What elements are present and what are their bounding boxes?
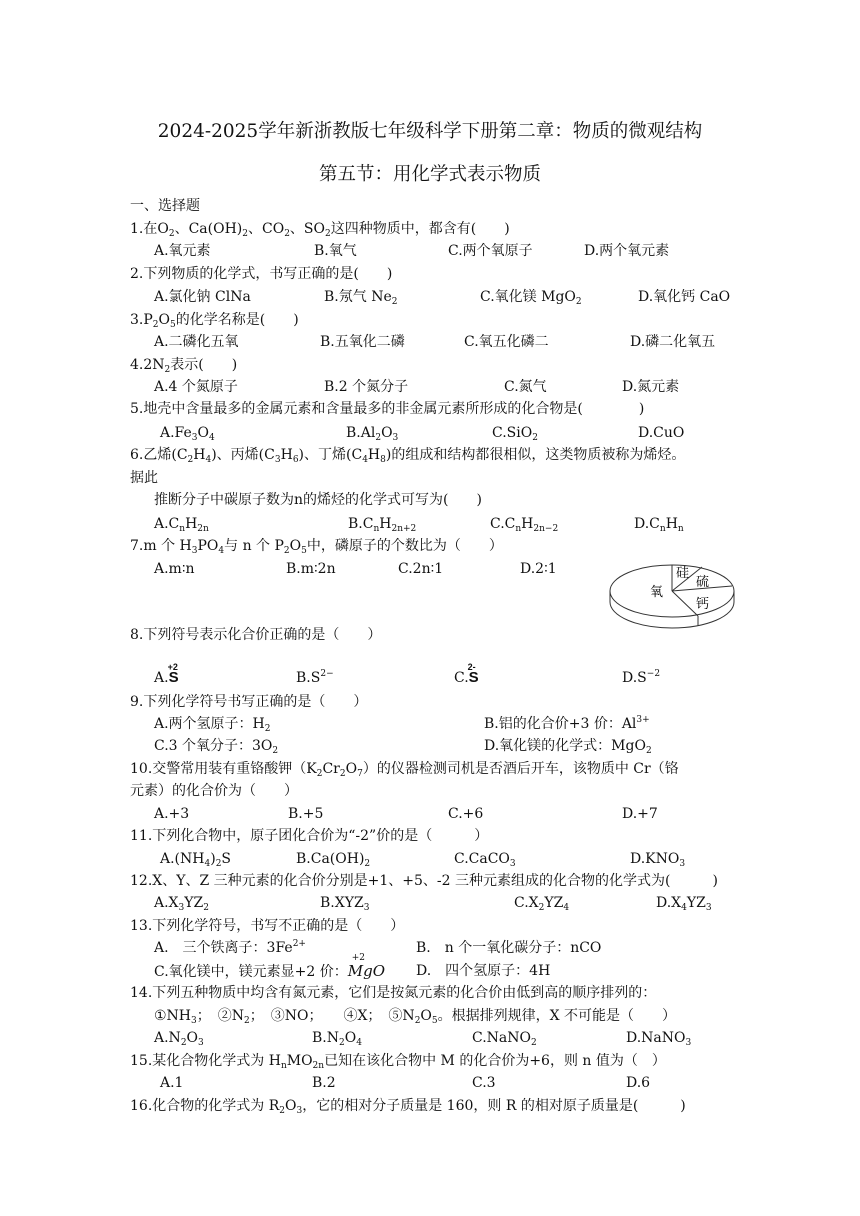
q14-option-c: C.NaNO$_2$	[472, 1030, 537, 1048]
q11-option-c: C.CaCO$_3$	[454, 851, 516, 869]
q4-option-a: A.4 个氮原子	[154, 379, 238, 395]
q10-option-c: C.+6	[448, 806, 484, 822]
q6-option-d: $D.C_nH_n$	[634, 516, 684, 534]
q8-option-a: A. +2 S	[154, 662, 179, 686]
q7-stem: 7.m 个 $H_3PO_4$与 n 个 $P_2O_5$中，磷原子的个数比为（ ）	[130, 538, 503, 556]
q2-option-b: B.氖气 $Ne_2$	[324, 289, 398, 307]
q6-option-a: $A.C_nH_{2n}$	[154, 516, 209, 534]
q2-option-c: C.氧化镁 MgO$_2$	[480, 289, 582, 307]
q12-option-c: $C.X_2YZ_4$	[514, 895, 570, 913]
q14-option-b: $B.N_2O_4$	[312, 1030, 362, 1048]
q9-option-a: A.两个氢原子：$H_2$	[154, 716, 271, 734]
q10-option-b: B.+5	[288, 806, 324, 822]
q11-option-b: $B.Ca(OH)_2$	[296, 851, 371, 869]
q10-stem-line1: 10.交警常用装有重铬酸钾$(K_2Cr_2O_7)$的仪器检测司机是否酒后开车，该物质中 Cr（铬	[130, 761, 679, 779]
pie-label-oxygen: 氧	[650, 585, 664, 600]
q15-option-b: B.2	[312, 1075, 336, 1091]
q15-stem: 15.某化合物化学式为 $H_nMO_{2n}$已知在该化合物中 M 的化合价为+6，则 n 值为（ ）	[130, 1053, 666, 1071]
q14-option-d: D.NaNO$_3$	[626, 1030, 692, 1048]
q13-stem: 13.下列化学符号，书写不正确的是（ ）	[130, 918, 405, 934]
q6-stem-line1: 6.乙烯$(C_2H_4)$、丙烯$(C_3H_6)$、丁烯$(C_4H_8)$的组成和结构都很相似，这类物质被称为烯烃。	[130, 447, 686, 465]
q3-option-a: A.二磷化五氧	[154, 334, 239, 350]
q1-option-d: D.两个氧元素	[584, 243, 670, 259]
q1-stem: 1.在$O_2$、$Ca(OH)_2$、$CO_2$、$SO_2$这四种物质中，都含有( )	[130, 221, 510, 239]
q13-option-c: C.氧化镁中，镁元素显+2 价： +2 MgO	[154, 953, 386, 980]
doc-title: 2024-2025学年新浙教版七年级科学下册第二章：物质的微观结构	[157, 121, 703, 142]
q6-stem-line2: 据此	[130, 470, 158, 486]
q12-option-d: $D.X_4YZ_3$	[656, 895, 712, 913]
q10-stem-line2: 元素）的化合价为（ ）	[130, 783, 298, 799]
q14-option-a: $A.N_2O_3$	[154, 1030, 204, 1048]
q4-option-d: D.氮元素	[622, 379, 680, 395]
q13-option-d: D. 四个氢原子：4H	[416, 963, 551, 979]
q15-option-a: A.1	[160, 1075, 184, 1091]
q9-option-d: D.氧化镁的化学式：MgO$_2$	[484, 738, 652, 756]
q10-option-d: D.+7	[622, 806, 658, 822]
q16-stem: 16.化合物的化学式为 $R_2O_3$，它的相对分子质量是 160，则 R 的相对原子质量是( )	[130, 1098, 686, 1116]
section-heading: 一、选择题	[130, 198, 200, 214]
q5-option-d: D.CuO	[638, 425, 685, 441]
q13-option-b: B. n 个一氧化碳分子：nCO	[416, 940, 602, 956]
doc-subtitle: 第五节：用化学式表示物质	[318, 164, 541, 185]
q6-stem-line3: 推断分子中碳原子数为n的烯烃的化学式可写为( )	[154, 492, 482, 508]
q9-stem: 9.下列化学符号书写正确的是（ ）	[130, 694, 368, 710]
q6-option-b: $B.C_nH_{2n+2}$	[348, 516, 417, 534]
q7-option-b: B.m∶2n	[286, 561, 336, 577]
q5-option-b: $B.Al_2O_3$	[346, 425, 399, 443]
q15-option-c: C.3	[472, 1075, 496, 1091]
q1-option-b: B.氧气	[314, 243, 357, 259]
q4-option-b: B.2 个氮分子	[324, 379, 409, 395]
q11-option-d: $D.KNO_3$	[630, 851, 686, 869]
q7-option-d: D.2∶1	[520, 561, 557, 577]
q9-option-b: B.铝的化合价+3 价：$Al^{3+}$	[484, 715, 650, 732]
q3-option-b: B.五氧化二磷	[320, 334, 405, 350]
q5-option-c: C.SiO$_2$	[492, 425, 538, 443]
q4-option-c: C.氮气	[504, 379, 547, 395]
q2-option-a: A.氯化钠 ClNa	[154, 289, 251, 305]
q12-stem: 12.X、Y、Z 三种元素的化合价分别是+1、+5、-2 三种元素组成的化合物的化学式为( )	[130, 873, 718, 889]
q14-stem: 14.下列五种物质中均含有氮元素，它们是按氮元素的化合价由低到高的顺序排列的：	[130, 985, 657, 1001]
q11-stem: 11.下列化合物中，原子团化合价为“-2”价的是（ ）	[130, 828, 489, 844]
q15-option-d: D.6	[626, 1075, 651, 1091]
q2-stem: 2.下列物质的化学式，书写正确的是( )	[130, 266, 393, 282]
q3-stem: $3.P_2O_5$的化学名称是( )	[130, 312, 299, 330]
crust-element-pie-figure	[606, 556, 738, 634]
q8-option-d: $D.S^{-2}$	[622, 669, 661, 686]
q5-option-a: $A.Fe_3O_4$	[160, 425, 215, 443]
q8-option-c: C. 2- S	[454, 662, 479, 686]
q7-option-c: C.2n∶1	[398, 561, 444, 577]
q3-option-d: D.磷二化氧五	[630, 334, 716, 350]
q9-option-c: C.3 个氧分子：$3O_2$	[154, 738, 279, 756]
pie-label-silicon: 硅	[676, 566, 690, 581]
q7-option-a: A.m∶n	[154, 561, 195, 577]
q10-option-a: A.+3	[154, 806, 190, 822]
q8-stem: 8.下列符号表示化合价正确的是（ ）	[130, 627, 382, 643]
q1-option-c: C.两个氧原子	[448, 243, 533, 259]
q12-option-b: $B.XYZ_3$	[320, 895, 370, 913]
q6-option-c: $C.C_nH_{2n-2}$	[490, 516, 559, 534]
q4-stem: $4.2N_2$表示( )	[130, 357, 238, 375]
q1-option-a: A.氧元素	[154, 243, 211, 259]
q3-option-c: C.氧五化磷二	[464, 334, 549, 350]
q2-option-d: D.氧化钙 CaO	[638, 289, 731, 305]
q13-option-a: A. 三个铁离子：$3Fe^{2+}$	[154, 939, 306, 956]
q11-option-a: $A.(NH_4)_2S$	[160, 851, 232, 869]
pie-label-calcium: 钙	[696, 597, 710, 612]
pie-label-sulfur: 硫	[696, 575, 710, 590]
q5-stem: 5.地壳中含量最多的金属元素和含量最多的非金属元素所形成的化合物是( )	[130, 401, 645, 417]
q14-sequence: $①NH_3$； $②N_2$； ③NO； ④X； $⑤N_2O_5$。根据排列规律，X 不可能是（ ）	[154, 1008, 677, 1026]
q8-option-b: $B.S^{2-}$	[296, 669, 334, 686]
q12-option-a: $A.X_3YZ_2$	[154, 895, 209, 913]
